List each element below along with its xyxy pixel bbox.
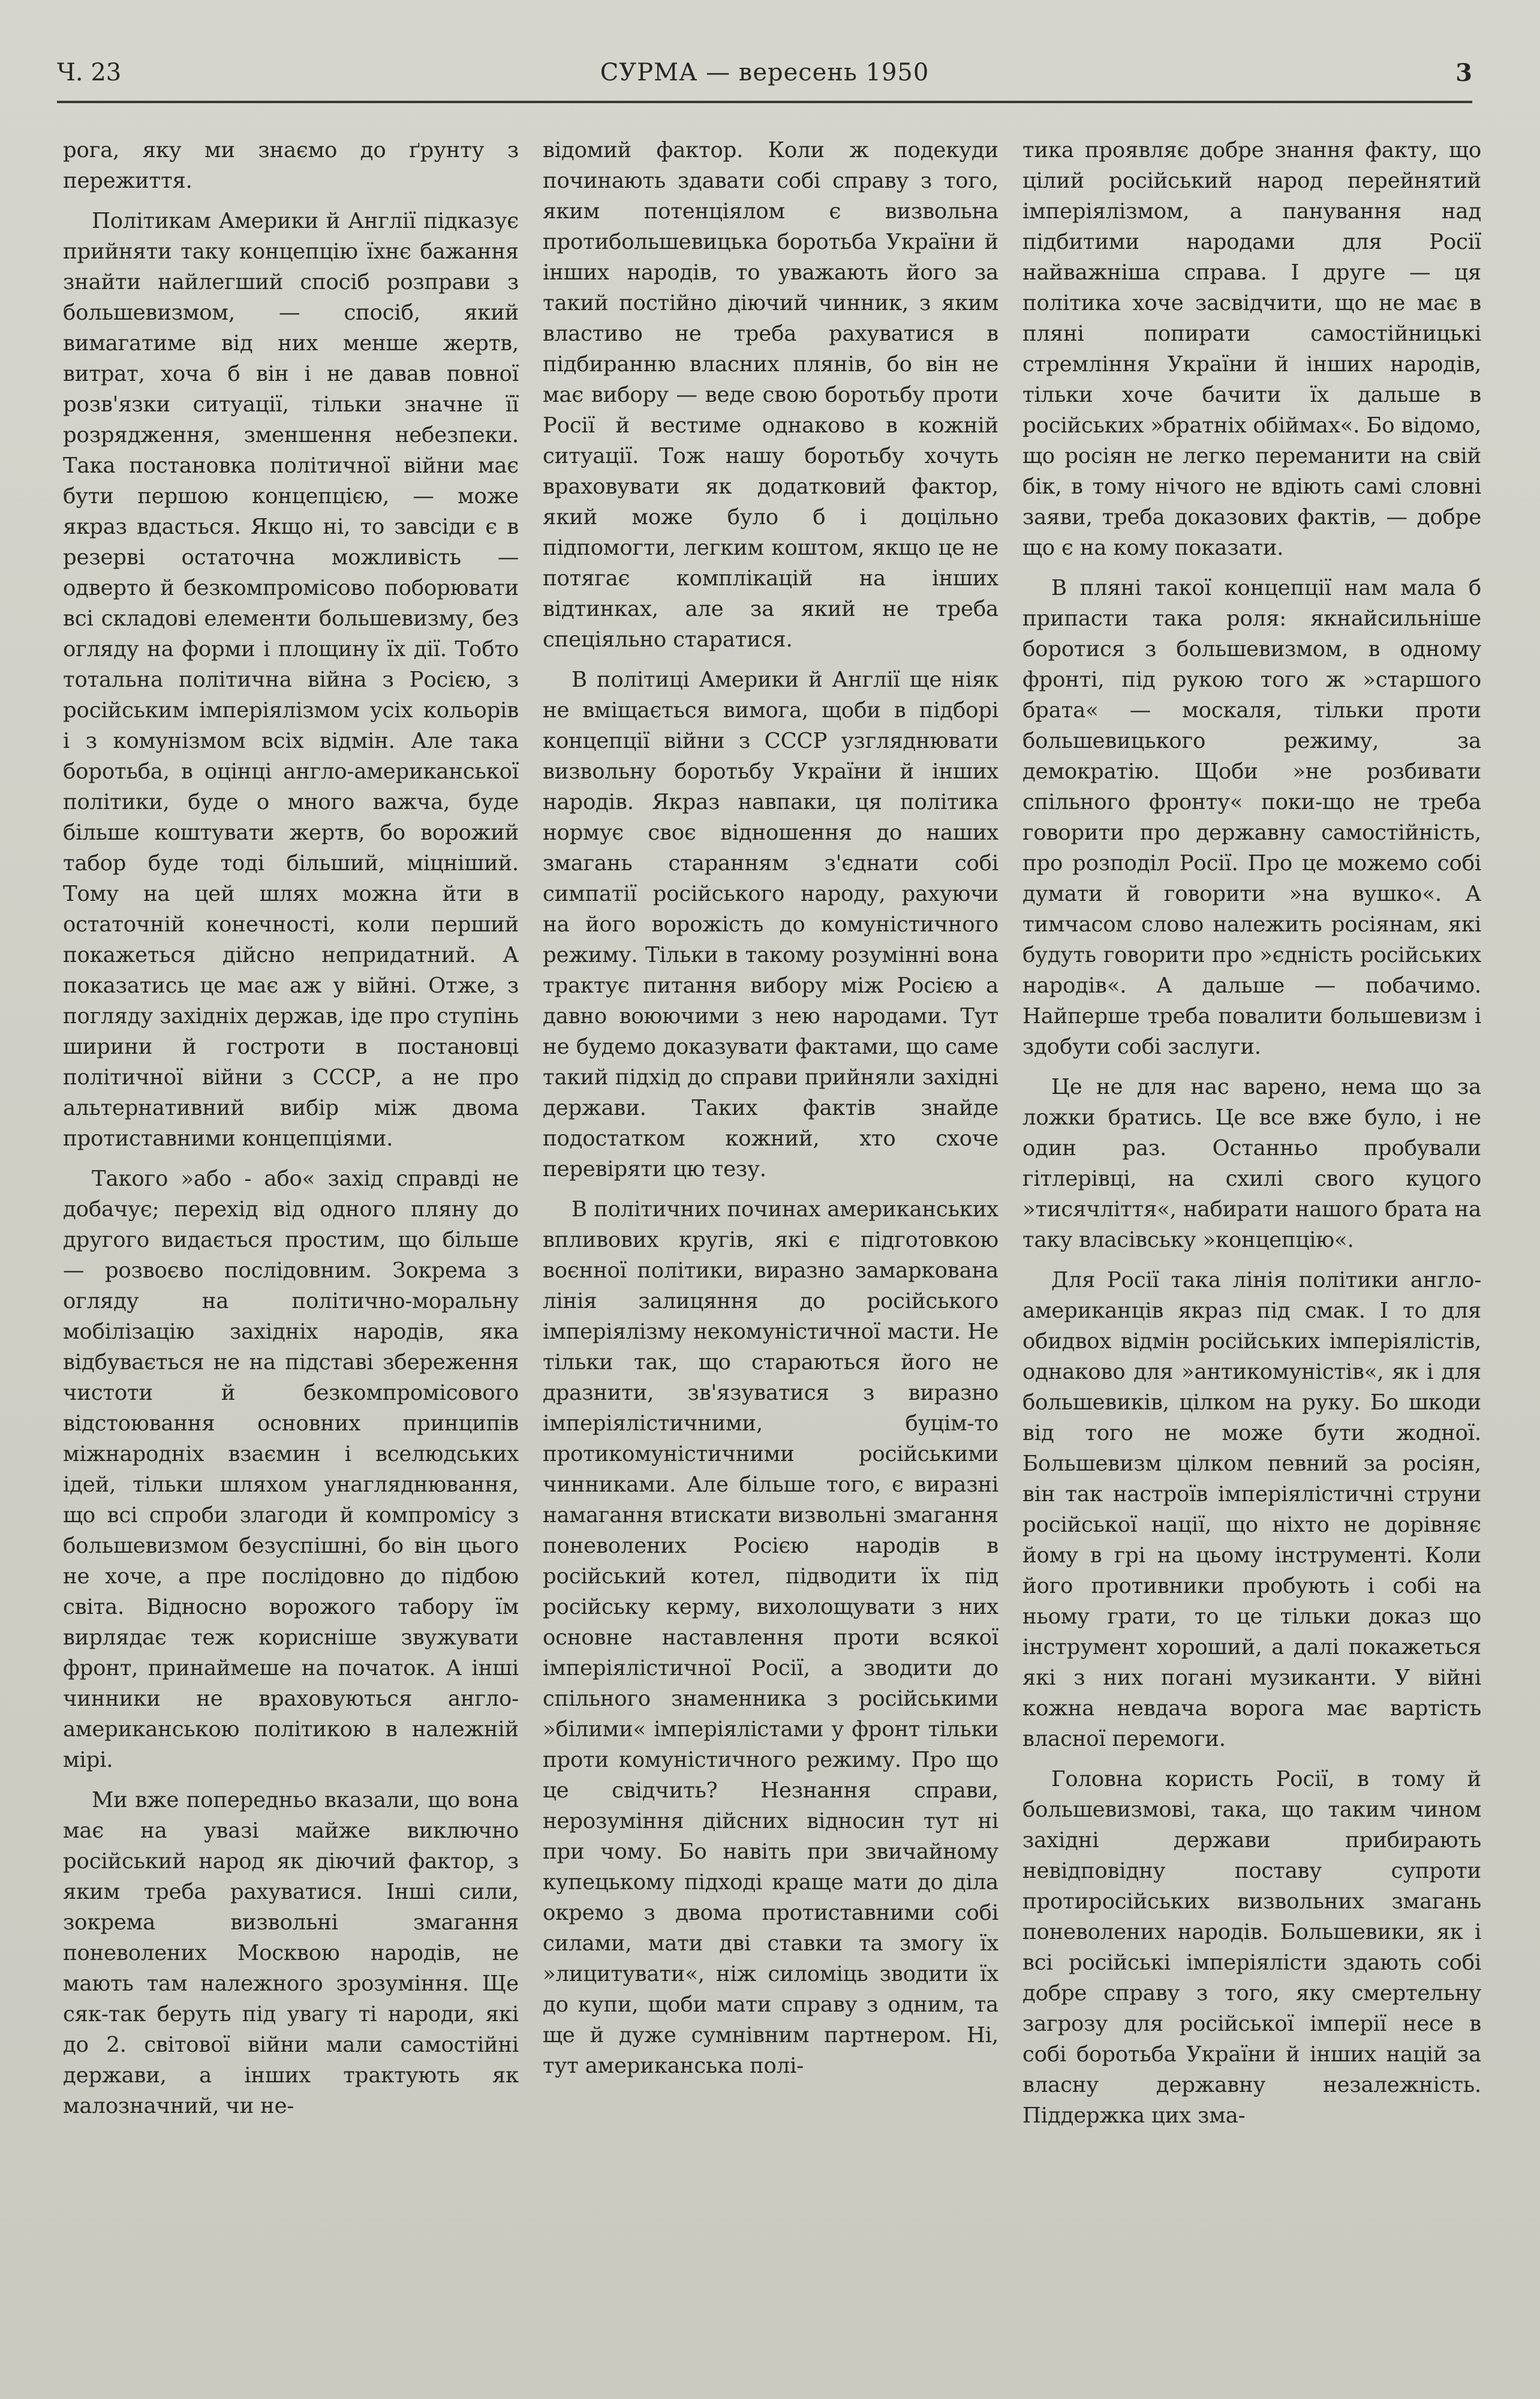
paragraph: В політичних починах американських впливових кругів, які є підготовкою воєнної політики, виразно замаркована лінія залицяння до російського імперіялізму некомуністичної масти. Не тільки так, що стараються його не дразнити, зв'язуватися з виразно імперіялістичними, буцім-то протикомуністичними російськими чинниками. Але більше того, є виразні намагання втискати визвольні змагання поневолених Росією народів в російський котел, підводити їх під російську керму, вихолощувати з них основне наставлення проти всякої імперіялістичної Росії, а зводити до спільного знаменника з російськими »білими« імперіялістами у фронт тільки проти комуністичного режиму. Про що це свідчить? Незнання справи, нерозуміння дійсних відносин тут ні при чому. Бо навіть при звичайному купецькому підході краще мати до діла окремо з двома протиставними собі силами, мати дві ставки та змогу їх »лицитувати«, ніж силоміць зводити їх до купи, щоби мати справу з одним, та ще й дуже сумнівним партнером. Ні, тут американська полі- bbox=[543, 1197, 998, 2078]
text-column-2 bbox=[543, 135, 998, 2366]
paragraph: В політиці Америки й Англії ще ніяк не вміщається вимога, щоби в підборі концепції війни з СССР узгляднювати визвольну боротьбу України й інших народів. Якраз навпаки, ця політика нормує своє відношення до наших змагань старанням з'єднати собі симпатії російського народу, рахуючи на його ворожість до комуністичного режиму. Тільки в такому розумінні вона трактує питання вибору між Росією а давно воюючими з нею народами. Тут не будемо доказувати фактами, що саме такий підхід до справи прийняли західні держави. Таких фактів знайде подостатком кожний, хто схоче перевіряти цю тезу. bbox=[543, 668, 998, 1182]
paragraph: В пляні такої концепції нам мала б припасти така роля: якнайсильніше боротися з большевизмом, в одному фронті, під рукою того ж »старшого брата« — москаля, тільки проти большевицького режиму, за демократію. Щоби »не розбивати спільного фронту« поки-що не треба говорити про державну самостійність, про розподіл Росії. Про це можемо собі думати й говорити »на вушко«. А тимчасом слово належить росіянам, які будуть говорити про »єдність російських народів«. А дальше — побачимо. Найперше треба повалити большевизм і здобути собі заслуги. bbox=[1022, 576, 1481, 1059]
text-column-1 bbox=[63, 135, 519, 2366]
paragraph: тика проявляє добре знання факту, що цілий російський народ перейнятий імперіялізмом, а панування над підбитими народами для Росії найважніша справа. І друге — ця політика хоче засвідчити, що не має в пляні попирати самостійницькі стремління України й інших народів, тільки хоче бачити їх дальше в російських »братніх обіймах«. Бо відомо, що росіян не легко переманити на свій бік, в тому нічого не вдіють самі словні заяви, треба доказових фактів, — добре що є на кому показати. bbox=[1022, 138, 1481, 560]
page-header bbox=[57, 59, 1472, 101]
running-title: СУРМА — вересень 1950 bbox=[600, 59, 930, 86]
paragraph: Це не для нас варено, нема що за ложки братись. Це все вже було, і не один раз. Останньо пробували гітлерівці, на схилі свого куцого »тисячліття«, набирати нашого брата на таку власівську »концепцію«. bbox=[1022, 1075, 1481, 1252]
header-rule bbox=[57, 101, 1472, 103]
page-number: 3 bbox=[1455, 59, 1472, 87]
paragraph: Головна користь Росії, в тому й большевизмові, така, що таким чином західні держави прибирають невідповідну поставу супроти протиросійських визвольних змагань поневолених народів. Большевики, як і всі російські імперіялісти здають собі добре справу з того, яку смертельну загрозу для російської імперії несе в собі боротьба України й інших націй за власну державну незалежність. Піддержка цих зма- bbox=[1022, 1767, 1481, 2128]
issue-number: Ч. 23 bbox=[57, 59, 122, 86]
paragraph: Ми вже попередньо вказали, що вона має на увазі майже виключно російський народ як діючий фактор, з яким треба рахуватися. Інші сили, зокрема визвольні змагання поневолених Москвою народів, не мають там належного зрозуміння. Ще сяк-так беруть під увагу ті народи, які до 2. світової війни мали самостійні держави, а інших трактують як малозначний, чи не- bbox=[63, 1788, 519, 2118]
paragraph: рога, яку ми знаємо до ґрунту з пережиття. bbox=[63, 138, 519, 193]
text-column-3 bbox=[1022, 135, 1481, 2366]
paragraph: відомий фактор. Коли ж подекуди починають здавати собі справу з того, яким потенціялом є визвольна протибольшевицька боротьба України й інших народів, то уважають його за такий постійно діючий чинник, з яким властиво не треба рахуватися в підбиранню власних плянів, бо він не має вибору — веде свою боротьбу проти Росії й вестиме однаково в кожній ситуації. Тож нашу боротьбу хочуть враховувати як додатковий фактор, який може було б і доцільно підпомогти, легким коштом, якщо це не потягає комплікацій на інших відтинках, але за який не треба спеціяльно старатися. bbox=[543, 138, 998, 652]
paragraph: Політикам Америки й Англії підказує прийняти таку концепцію їхнє бажання знайти найлегший спосіб розправи з большевизмом, — спосіб, який вимагатиме від них менше жертв, витрат, хоча б він і не давав повної розв'язки ситуації, тільки значне її розрядження, зменшення небезпеки. Така постановка політичної війни має бути першою концепцією, — може якраз вдасться. Якщо ні, то завсіди є в резерві остаточна можливість — одверто й безкомпромісово поборювати всі складові елементи большевизму, без огляду на форми і площину їх дії. Тобто тотальна політична війна з Росією, з російським імперіялізмом усіх кольорів і з комунізмом всіх відмін. Але така боротьба, в оцінці англо-американської політики, буде о много важча, буде більше коштувати жертв, бо ворожий табор буде тоді більший, міцніший. Тому на цей шлях можна йти в остаточній конечності, коли перший покажеться дійсно непридатний. А показатись це має аж у війні. Отже, з погляду західніх держав, іде про ступінь ширини й гостроти в постановці політичної війни з СССР, а не про альтернативний вибір між двома протиставними концепціями. bbox=[63, 209, 519, 1151]
paragraph: Такого »або - або« захід справді не добачує; перехід від одного пляну до другого видається простим, що більше — розвоєво послідовним. Зокрема з огляду на політично-моральну мобілізацію західніх народів, яка відбувається не на підставі збереження чистоти й безкомпромісового відстоювання основних принципів міжнародніх взаємин і вселюдських ідей, тільки шляхом унагляднювання, що всі спроби злагоди й компромісу з большевизмом безуспішні, бо він цього не хоче, а пре послідовно до підбою світа. Відносно ворожого табору їм вирлядає теж корисніше звужувати фронт, принаймеше на початок. А інші чинники не враховуються англо-американською політикою в належній мірі. bbox=[63, 1167, 519, 1772]
paragraph: Для Росії така лінія політики англо-американців якраз під смак. І то для обидвох відмін російських імперіялістів, однаково для »антикомуністів«, як і для большевиків, цілком на руку. Бо шкоди від того не може бути жодної. Большевизм цілком певний за росіян, він так настроїв імперіялістичні струни російської нації, що ніхто не дорівняє йому в грі на цьому інструменті. Коли його противники пробують і собі на ньому грати, то це тільки доказ що інструмент хороший, а далі покажеться які з них погані музиканти. У війні кожна невдача ворога має вартість власної перемоги. bbox=[1022, 1268, 1481, 1751]
